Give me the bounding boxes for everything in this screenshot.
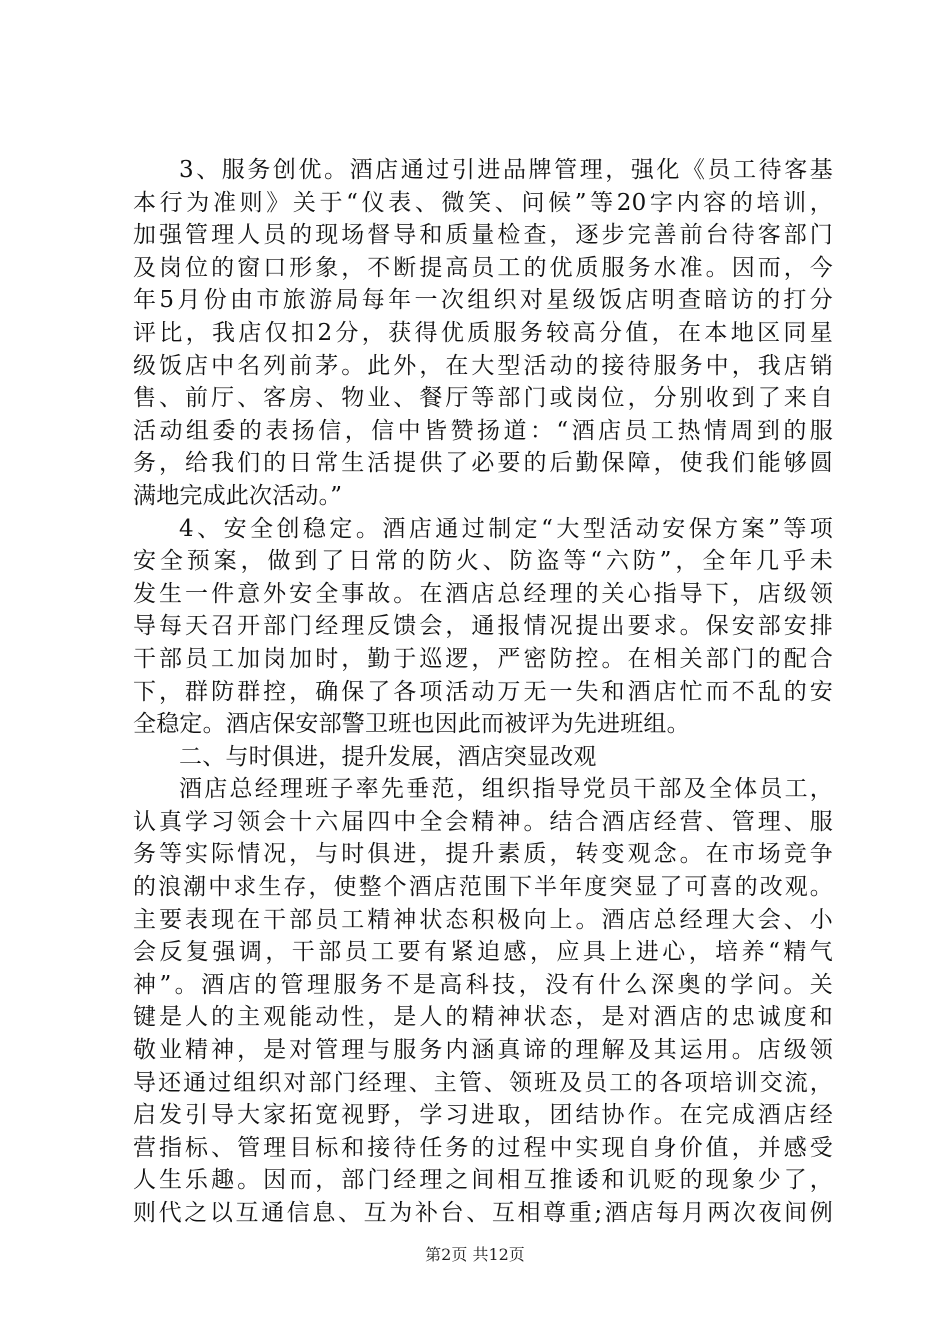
text-line: 键是人的主观能动性，是人的精神状态，是对酒店的忠诚度和 [133, 1004, 833, 1031]
text-line: 的浪潮中求生存，使整个酒店范围下半年度突显了可喜的改观。 [133, 874, 833, 901]
text-line: 安全预案，做到了日常的防火、防盗等“六防”，全年几乎未 [133, 548, 833, 575]
text-line: 酒店总经理班子率先垂范，组织指导党员干部及全体员工， [179, 776, 833, 803]
document-body [133, 154, 833, 1230]
text-line: 活动组委的表扬信，信中皆赞扬道：“酒店员工热情周到的服 [133, 417, 833, 444]
text-line: 导还通过组织对部门经理、主管、领班及员工的各项培训交流， [133, 1069, 833, 1096]
text-line: 满地完成此次活动。” [133, 482, 343, 509]
text-line: 本行为准则》关于“仪表、微笑、问候”等20字内容的培训， [133, 189, 833, 216]
page-footer: 第2页 共12页 [425, 1245, 525, 1264]
text-line: 售、前厅、客房、物业、餐厅等部门或岗位，分别收到了来自 [133, 385, 833, 412]
text-line: 主要表现在干部员工精神状态积极向上。酒店总经理大会、小 [133, 906, 833, 933]
text-line: 务等实际情况，与时俱进，提升素质，转变观念。在市场竞争 [133, 841, 833, 868]
text-line: 干部员工加岗加时，勤于巡逻，严密防控。在相关部门的配合 [133, 645, 833, 672]
text-line: 敬业精神，是对管理与服务内涵真谛的理解及其运用。店级领 [133, 1037, 833, 1064]
text-line: 人生乐趣。因而，部门经理之间相互推诿和讥贬的现象少了， [133, 1167, 833, 1194]
text-line: 务，给我们的日常生活提供了必要的后勤保障，使我们能够圆 [133, 450, 833, 477]
text-line: 全稳定。酒店保安部警卫班也因此而被评为先进班组。 [133, 711, 690, 738]
text-line: 年5月份由市旅游局每年一次组织对星级饭店明查暗访的打分 [133, 287, 833, 314]
text-line: 级饭店中名列前茅。此外，在大型活动的接待服务中，我店销 [133, 352, 833, 379]
text-line: 评比，我店仅扣2分，获得优质服务较高分值，在本地区同星 [133, 319, 833, 346]
text-line: 下，群防群控，确保了各项活动万无一失和酒店忙而不乱的安 [133, 678, 833, 705]
text-line: 会反复强调，干部员工要有紧迫感，应具上进心，培养“精气 [133, 939, 833, 966]
text-line: 启发引导大家拓宽视野，学习进取，团结协作。在完成酒店经 [133, 1102, 833, 1129]
text-line: 认真学习领会十六届四中全会精神。结合酒店经营、管理、服 [133, 808, 833, 835]
text-line: 3、服务创优。酒店通过引进品牌管理，强化《员工待客基 [179, 157, 833, 183]
text-line: 4、安全创稳定。酒店通过制定“大型活动安保方案”等项 [179, 515, 833, 542]
text-line: 二、与时俱进，提升发展，酒店突显改观 [179, 743, 597, 770]
text-line: 营指标、管理目标和接待任务的过程中实现自身价值，并感受 [133, 1134, 833, 1161]
text-line: 则代之以互通信息、互为补台、互相尊重;酒店每月两次夜间例 [133, 1200, 833, 1226]
text-line: 神”。酒店的管理服务不是高科技，没有什么深奥的学问。关 [133, 971, 833, 998]
text-line: 导每天召开部门经理反馈会，通报情况提出要求。保安部安排 [133, 613, 833, 640]
text-line: 发生一件意外安全事故。在酒店总经理的关心指导下，店级领 [133, 580, 833, 607]
text-line: 加强管理人员的现场督导和质量检查，逐步完善前台待客部门 [133, 222, 833, 249]
text-line: 及岗位的窗口形象，不断提高员工的优质服务水准。因而，今 [133, 254, 833, 281]
